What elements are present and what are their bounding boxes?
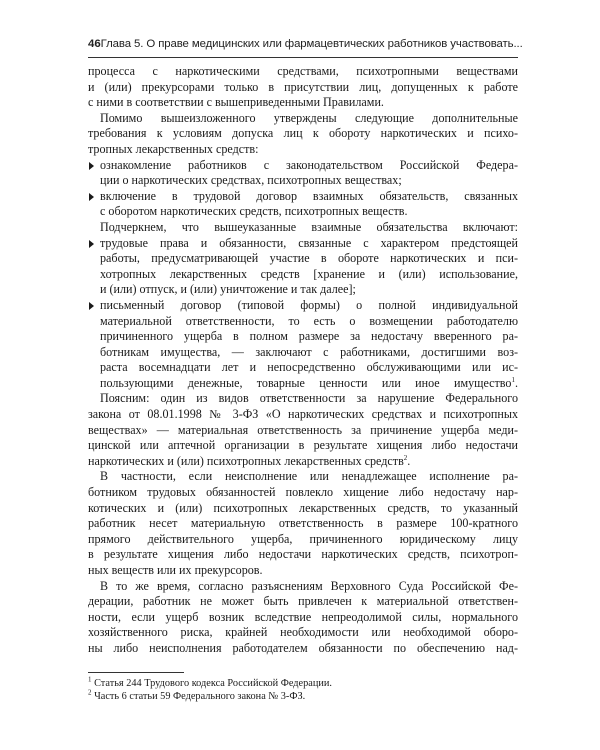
text-line [88,625,518,641]
text-line [88,189,518,205]
text-line [88,95,518,111]
text-line [88,532,518,548]
line-text: материальной ответственности, то есть о возмещении работодателю [100,313,518,328]
text-line [88,641,518,657]
text-line [88,251,518,267]
line-text: Подчеркнем, что вышеуказанные взаимные обязательства включают: [100,219,518,234]
footnote [88,677,518,690]
line-text: в результате хищения либо недостачи наркотических средств, психотроп- [88,547,518,562]
line-text: процесса с наркотическими средствами, психотропными веществами [88,64,518,78]
text-line [88,345,518,361]
text-line [88,282,518,298]
line-text: ознакомление работников с законодательством Российской Федера- [100,157,518,172]
running-title: Глава 5. О праве медицинских или фармацевтических работников участвовать... [100,38,523,50]
text-line [88,298,518,314]
text-line [88,485,518,501]
line-text: с оборотом наркотических средств, психотропных веществ. [100,204,408,219]
footnote-ref: 2 [403,453,408,462]
text-line [88,579,518,595]
text-line [88,360,518,376]
footnote-rule [88,672,184,673]
text-line [88,111,518,127]
text-line [88,516,518,532]
line-text: ции о наркотических средствах, психотропных веществах; [100,173,402,188]
line-text: хозяйственного риска, крайней необходимости или необходимой оборо- [88,625,518,640]
line-text: ботником трудовых обязанностей повлекло хищение либо недостачу нар- [88,485,518,500]
text-line [88,126,518,142]
line-text: В то же время, согласно разъяснениям Верховного Суда Российской Фе- [100,578,518,593]
line-text: работы, предусматривающей участие в обороте наркотических и пси- [100,251,518,266]
line-text: закона от 08.01.1998 № 3-ФЗ «О наркотических средствах и психотропных [88,407,518,422]
line-text: дерации, работник не может быть привлечен к материальной ответствен- [88,594,518,609]
text-line: наркотических и (или) психотропных лекарственных средств$^2$. [88,453,411,468]
line-text: В частности, если неисполнение или ненадлежащее исполнение ра- [100,469,518,484]
line-text: и (или) отпуск, и (или) уничтожение и так далее]; [100,282,356,297]
footnote-number: 1 [88,675,92,684]
line-text: тропных лекарственных средств: [88,141,259,156]
line-text: Поясним: один из видов ответственности за нарушение Федерального [100,391,518,406]
text-line: пользующими денежные, товарные ценности или иное имущество$^1$. [100,375,518,390]
text-line [88,423,518,439]
text-line [88,314,518,330]
line-text: ных веществ или их прекурсоров. [88,563,263,577]
line-text: и (или) прекурсорами только в присутствии лиц, допущенных к работе [88,79,518,94]
line-text: ны либо неисполнения работодателем обязанности по обеспечению над- [88,640,518,655]
line-text: наркотических и (или) психотропных лекарственных средств [88,453,404,468]
line-text: хотропных лекарственных средств [хранение и (или) использование, [100,266,518,281]
line-text: ности, если ущерб возник вследствие непреодолимой силы, нормального [88,609,518,624]
line-text: цинской или аптечной организации в результате хищения либо недостачи [88,438,518,453]
line-text: включение в трудовой договор взаимных обязательств, связанных [100,188,518,203]
text-line [88,563,518,579]
line-text: ботникам имущества, — заключают с работниками, достигшими воз- [100,344,518,359]
running-header [88,37,523,51]
line-text: Помимо вышеизложенного утверждены следующие дополнительные [100,110,518,125]
text-line [88,610,518,626]
line-text: с ними в соответствии с вышеприведенными Правилами. [88,95,384,110]
header-rule [88,57,518,58]
footnotes [88,677,518,703]
body-text [88,64,518,657]
text-line [88,158,518,174]
text-line [88,236,518,252]
text-line [88,173,518,189]
text-line [88,267,518,283]
text-line [88,80,518,96]
footnote-number: 2 [88,688,92,697]
line-text: работник несет материальную ответственность в размере 100-кратного [88,516,518,531]
text-line [88,438,518,454]
text-line [88,469,518,485]
footnote [88,690,518,703]
footnote-text: Часть 6 статьи 59 Федерального закона № 3-ФЗ. [91,691,306,702]
line-text: веществах» — материальная ответственность за причинение ущерба меди- [88,422,518,437]
line-text: котических и (или) психотропных лекарственных средств, то указанный [88,500,518,515]
text-line [88,594,518,610]
bullet-arrow-icon [89,302,94,310]
footnote-text: Статья 244 Трудового кодекса Российской Федерации. [91,678,332,689]
bullet-arrow-icon [89,193,94,201]
text-line [88,329,518,345]
line-text: трудовые права и обязанности, связанные с характером предстоящей [100,235,518,250]
text-line [88,407,518,423]
page-number: 46 [88,38,101,50]
text-line [88,220,518,236]
footnote-ref: 1 [511,375,515,384]
bullet-arrow-icon [89,162,94,170]
bullet-arrow-icon [89,240,94,248]
line-text: причиненного ущерба в полном размере за недостачу вверенного ра- [100,329,518,344]
text-line [88,547,518,563]
line-text: письменный договор (типовой формы) о полной индивидуальной [100,297,518,312]
text-line [88,204,518,220]
text-line [88,501,518,517]
line-text: требования к условиям допуска лиц к обороту наркотических и психо- [88,126,518,141]
text-line [88,64,518,80]
line-text: прямого действительного ущерба, причиненного юридическому лицу [88,531,518,546]
text-line [88,391,518,407]
line-text: раста восемнадцати лет и непосредственно обслуживающими или ис- [100,360,518,375]
text-line [88,142,518,158]
line-text: пользующими денежные, товарные ценности или иное имущество [100,375,512,390]
